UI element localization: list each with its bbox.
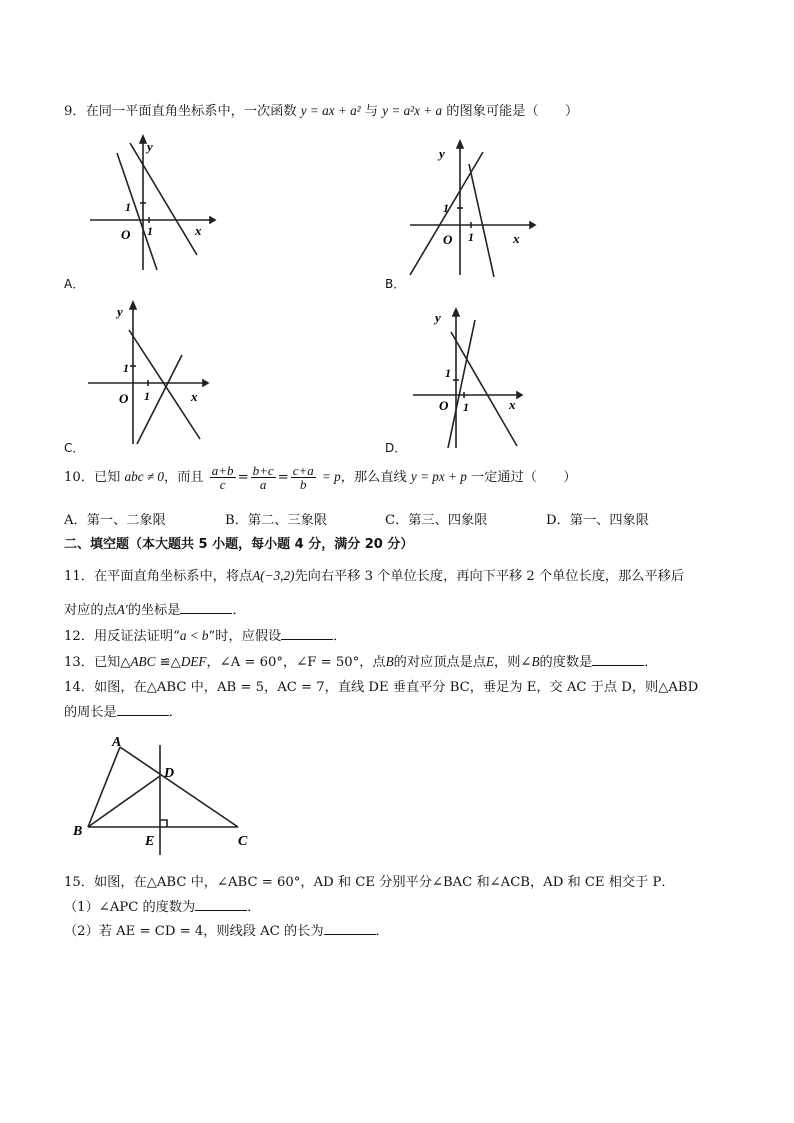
q11-line-1: 11．在平面直角坐标系中，将点A(−3,2)先向右平移 3 个单位长度，再向下平移 2 个单位长度，那么平移后 bbox=[64, 568, 685, 584]
svg-text:E: E bbox=[145, 834, 155, 849]
answer-blank[interactable] bbox=[195, 898, 247, 911]
q9-option-b: B． bbox=[385, 277, 406, 291]
svg-text:x: x bbox=[513, 231, 520, 246]
right-angle-mark bbox=[160, 820, 167, 827]
q10-choice-d: D．第一、四象限 bbox=[546, 513, 649, 528]
q10-choice-a: A．第一、二象限 bbox=[64, 513, 166, 528]
q11-line-2: 对应的点A′的坐标是 ． bbox=[64, 602, 246, 618]
line-2 bbox=[130, 143, 197, 255]
svg-text:O: O bbox=[119, 391, 129, 406]
svg-text:1: 1 bbox=[147, 224, 153, 238]
q15-stem: 15．如图，在△ABC 中，∠ABC = 60°，AD 和 CE 分别平分∠BAC 和∠ACB，AD 和 CE 相交于 P． bbox=[64, 875, 675, 890]
answer-blank[interactable] bbox=[180, 601, 232, 614]
svg-text:A: A bbox=[112, 735, 122, 750]
q10-stem: 10．已知 abc ≠ 0，而且 $\frac{a+b}{c}$ = $\frac{b+c}{a}$ = $\frac{c+a}{b}$ = p，那么直线 y = px + p 一定通过（ ） bbox=[64, 463, 577, 492]
svg-text:y: y bbox=[439, 146, 445, 161]
line-1 bbox=[129, 330, 200, 439]
answer-blank[interactable] bbox=[324, 922, 376, 935]
q15-sub-1: （1）∠APC 的度数为 ． bbox=[64, 900, 261, 915]
svg-text:1: 1 bbox=[125, 200, 131, 214]
svg-text:B: B bbox=[73, 824, 83, 839]
svg-text:O: O bbox=[121, 227, 131, 242]
q14-line-1: 14．如图，在△ABC 中，AB = 5，AC = 7，直线 DE 垂直平分 BC，垂足为 E，交 AC 于点 D，则△ABD bbox=[64, 680, 699, 695]
line-1 bbox=[117, 153, 157, 270]
q9-option-d: D． bbox=[385, 441, 407, 455]
svg-text:x: x bbox=[509, 397, 516, 412]
q9-option-c: C． bbox=[64, 441, 85, 455]
svg-text:O: O bbox=[439, 398, 449, 413]
svg-text:O: O bbox=[443, 232, 453, 247]
svg-text:C: C bbox=[238, 834, 248, 849]
q14-line-2: 的周长是 ． bbox=[64, 705, 182, 720]
svg-text:y: y bbox=[147, 139, 153, 154]
line-2 bbox=[469, 164, 494, 277]
q10-choice-b: B．第二、三象限 bbox=[225, 513, 328, 528]
segment-ac bbox=[120, 747, 238, 827]
answer-blank[interactable] bbox=[117, 703, 169, 716]
svg-text:x: x bbox=[191, 389, 198, 404]
answer-blank[interactable] bbox=[281, 627, 333, 640]
q9-stem: 9．在同一平面直角坐标系中，一次函数 y = ax + a² 与 y = a²x + a 的图象可能是（ ） bbox=[64, 103, 579, 119]
q9-graph-b bbox=[405, 140, 535, 280]
svg-text:1: 1 bbox=[445, 366, 451, 380]
q9-graph-c bbox=[85, 302, 215, 447]
fraction-3: $\frac{c+a}{b}$ bbox=[292, 463, 314, 492]
fraction-1: $\frac{a+b}{c}$ bbox=[211, 463, 234, 492]
q10-choice-c: C．第三、四象限 bbox=[385, 513, 488, 528]
fraction-2: $\frac{b+c}{a}$ bbox=[252, 463, 274, 492]
svg-text:1: 1 bbox=[443, 201, 449, 215]
svg-text:1: 1 bbox=[468, 230, 474, 244]
section-2-title: 二、填空题（本大题共 5 小题，每小题 4 分，满分 20 分） bbox=[64, 537, 414, 552]
q9-graph-d bbox=[405, 308, 535, 453]
svg-text:D: D bbox=[164, 766, 175, 781]
svg-text:1: 1 bbox=[144, 389, 150, 403]
svg-text:y: y bbox=[435, 310, 441, 325]
svg-text:1: 1 bbox=[463, 400, 469, 414]
q9-graph-a bbox=[85, 135, 215, 275]
svg-text:1: 1 bbox=[123, 361, 129, 375]
svg-text:y: y bbox=[117, 304, 123, 319]
q9-option-a: A． bbox=[64, 277, 85, 291]
svg-text:x: x bbox=[195, 223, 202, 238]
q14-triangle-figure bbox=[70, 735, 260, 860]
q12-stem: 12．用反证法证明“a < b”时，应假设 ． bbox=[64, 628, 347, 644]
q13-stem: 13．已知△ABC ≌△DEF，∠A = 60°，∠F = 50°，点B的对应顶点是点E，则∠B的度数是 ． bbox=[64, 654, 658, 670]
line-1 bbox=[448, 320, 475, 448]
q15-sub-2: （2）若 AE = CD = 4，则线段 AC 的长为 ． bbox=[64, 924, 389, 939]
answer-blank[interactable] bbox=[592, 653, 644, 666]
